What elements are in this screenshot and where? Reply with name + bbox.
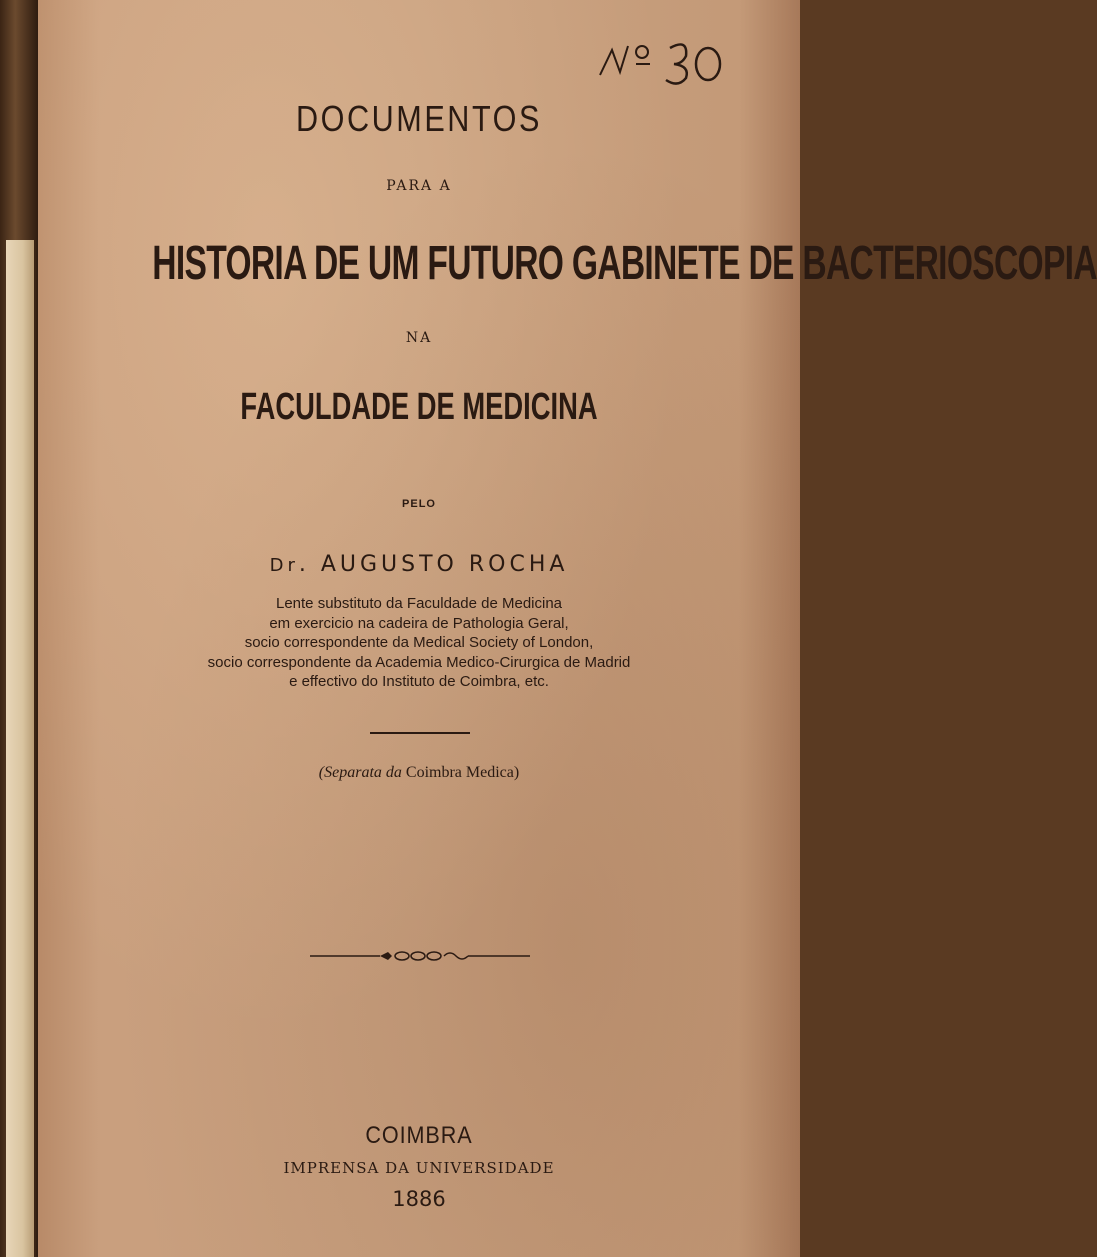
- decorative-ornament-rule: [310, 946, 530, 966]
- na-text: NA: [405, 330, 433, 346]
- author-name: AUGUSTO ROCHA: [320, 552, 569, 577]
- credential-line: Lente substituto da Faculdade de Medicina: [275, 595, 563, 612]
- main-title: HISTORIA DE UM FUTURO GABINETE DE BACTERIOSCOPIA: [152, 237, 1097, 290]
- imprint-press: IMPRENSA DA UNIVERSIDADE: [283, 1159, 555, 1177]
- credential-line: socio correspondente da Medical Society of London,: [244, 634, 594, 651]
- page-edges: [6, 240, 36, 1257]
- separata-journal: Coimbra Medica): [405, 764, 520, 781]
- title-page: [38, 0, 1097, 1257]
- divider-rule: [370, 732, 470, 734]
- faculty-title: FACULDADE DE MEDICINA: [240, 386, 598, 428]
- para-a-text: PARA A: [386, 178, 452, 194]
- separata-note: [38, 764, 800, 782]
- author-credentials: [38, 594, 800, 692]
- pelo-text: PELO: [402, 498, 436, 510]
- imprint-year: 1886: [392, 1187, 446, 1211]
- documents-heading: DOCUMENTOS: [296, 98, 542, 139]
- credential-line: e effectivo do Instituto de Coimbra, etc.: [289, 673, 549, 690]
- imprint-city: COIMBRA: [365, 1122, 473, 1149]
- handwritten-shelfmark: [590, 30, 740, 90]
- credential-line: em exercicio na cadeira de Pathologia Geral,: [269, 614, 569, 632]
- author-prefix: Dr: [269, 555, 299, 576]
- author-line: Dr. AUGUSTO ROCHA: [269, 552, 569, 577]
- separata-prefix: (Separata da: [318, 764, 402, 781]
- credential-line: socio correspondente da Academia Medico-Cirurgica de Madrid: [207, 653, 631, 671]
